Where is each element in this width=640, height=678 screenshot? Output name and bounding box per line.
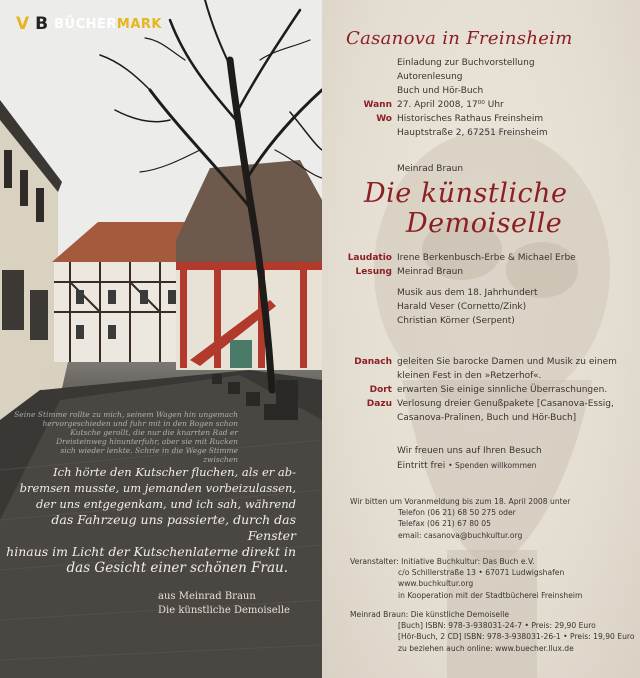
contact-block: Wir bitten um Voranmeldung bis zum 18. April 2008 unter Telefon (06 21) 68 50 275 oder Telefax (06 21) 67 80 05 email: casanova@buchkultur.org [350,497,571,540]
excerpt-faint-line: sich wieder lenkte. Schrie in die Wege Stimme [60,446,238,455]
excerpt-faint-line: Seine Stimme rollte zu mich, seinem Wagen hin ungemach [14,410,238,419]
excerpt-line: hinaus im Licht der Kutschenlaterne direkt in [6,544,296,559]
credit-author: aus Meinrad Braun [158,591,256,602]
excerpt-faint-line: Kutsche gerollt, die nur die knarrten Rad er [70,428,238,437]
excerpt-line: das Fahrzeug uns passierte, durch das Fenster [51,512,296,543]
excerpt-line: Ich hörte den Kutscher fluchen, als er ab- [53,465,296,479]
event-address: Hauptstraße 2, 67251 Freinsheim [397,128,548,138]
event-date: 27. April 2008, 17⁰⁰ Uhr [397,100,504,110]
author-name: Meinrad Braun [397,164,464,174]
excerpt-faint-line: zwischen [203,455,238,464]
entry-info: Eintritt frei • Spenden willkommen [397,461,537,471]
logo-mark-v: V [16,14,30,34]
excerpt-line: bremsen musste, um jemanden vorbeizulassen, [19,481,296,495]
excerpt-line: das Gesicht einer schönen Frau. [66,560,288,576]
excerpt-line: der uns entgegenkam, und ich sah, während [36,497,296,511]
lesung-name: Meinrad Braun [397,267,464,277]
wann-label: Wann [363,100,392,110]
lesung-label: Lesung [355,267,392,277]
danach-label: Danach [354,357,392,367]
laudatio-names: Irene Berkenbusch-Erbe & Michael Erbe [397,253,576,263]
logo-mark-b: B [35,14,49,34]
excerpt-faint-line: Dreisteinweg hinunterfuhr, aber sie mit Rucken [56,437,238,446]
book-info-block: Meinrad Braun: Die künstliche Demoiselle [Buch] ISBN: 978-3-938031-24-7 • Preis: 29,90 Euro [Hör-Buch, 2 CD] ISBN: 978-3-938031-26-1 • Preis: 19,90 Euro zu beziehen auch online: www.buecher.llux.de [350,610,635,653]
dort-label: Dort [369,385,392,395]
book-title-line2: Demoiselle [406,208,563,239]
event-venue: Historisches Rathaus Freinsheim [397,114,544,124]
welcome-text: Wir freuen uns auf Ihren Besuch [397,446,542,456]
credit-title: Die künstliche Demoiselle [158,605,290,616]
excerpt-credit [158,590,290,618]
organizer-block: Veranstalter: Initiative Buchkultur: Das Buch e.V. c/o Schillerstraße 13 • 67071 Ludwigshafen www.buchkultur.org in Kooperation mit der Stadtbücherei Freinsheim [350,557,583,600]
logo-wordmark: BÜCHERMARK [54,16,163,32]
invitation-panel: Casanova in Freinsheim Einladung zur Buchvorstellung Autorenlesung Buch und Hör-Buch Wann 27. April 2008, 17⁰⁰ Uhr Wo Historisches Rathaus Freinsheim Hauptstraße 2, 67251 Freinsheim Meinrad Braun Die künstliche Demoiselle Laudatio Irene Berkenbusch-Erbe & Michael Erbe Lesung Meinrad Braun Musik aus dem 18. Jahrhundert Harald Veser (Cornetto/Zink) Christian Körner (Serpent) Danach geleiten Sie barocke Damen und Musik zu einem kleinen Fest in den »Retzerhof«. Dort erwarten Sie einige sinnliche Überraschungen. Dazu Verlosung dreier Genußpakete [Casanova-Essig, Casanova-Pralinen, Buch und Hör-Buch] Wir freuen uns auf Ihren Besuch Eintritt frei • Spenden willkommen Wir bitten um Voranmeldung bis zum 18. April 2008 unter Telefon (06 21) 68 50 275 oder Telefax (06 21) 67 80 05 email: casanova@buchkultur.org Veranstalter: Initiative Buchkultur: Das Buch e.V. c/o Schillerstraße 13 • 67071 Ludwigshafen www.buchkultur.org in Kooperation mit der Stadtbücherei Freinsheim Meinrad Braun: Die künstliche Demoiselle [Buch] ISBN: 978-3-938031-24-7 • Preis: 29,90 Euro [Hör-Buch, 2 CD] ISBN: 978-3-938031-26-1 • Preis: 19,90 Euro zu beziehen auch online: www.buecher.llux.de [322,0,640,678]
excerpt-faint-line: hervorgeschieden und fuhr mit in den Bogen schon [42,419,238,428]
book-title-line1: Die künstliche [364,178,568,209]
book-excerpt [0,410,318,576]
event-title: Casanova in Freinsheim [346,28,573,49]
laudatio-label: Laudatio [347,253,392,263]
wo-label: Wo [376,114,392,124]
dazu-label: Dazu [366,399,392,409]
publisher-logo [16,14,162,34]
